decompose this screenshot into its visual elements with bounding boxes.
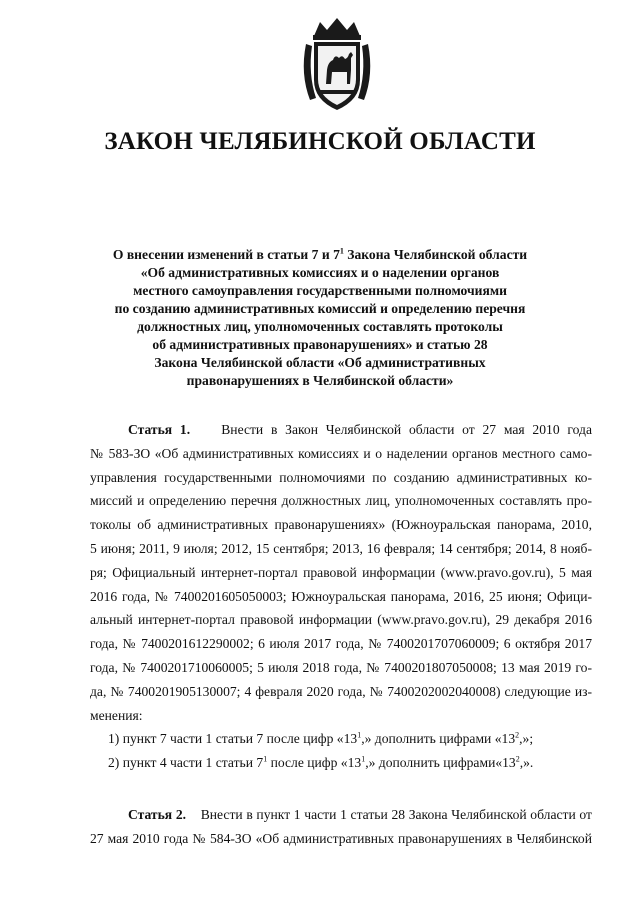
- coat-of-arms-icon: [296, 14, 378, 114]
- article-line: токолы об административных правонарушениях» (Южноуральская панорама, 2010,: [90, 517, 592, 533]
- subject-line: «Об административных комиссиях и о наделении органов: [140, 265, 500, 280]
- article-line: 27 мая 2010 года № 584-ЗО «Об административных правонарушениях в Челябинской: [90, 830, 592, 846]
- article-line: года, № 7400201612290002; 6 июля 2017 года, № 7400201707060009; 6 октября 2017: [90, 636, 592, 652]
- article-line: № 583-ЗО «Об административных комиссиях и о наделении органов местного само-: [90, 445, 592, 461]
- list-item-1: 1) пункт 7 части 1 статьи 7 после цифр «$13^1$,» дополнить цифрами «$13^2$,»;: [108, 730, 534, 747]
- article-line: менения:: [90, 707, 143, 723]
- article-line: Статья 2. Внести в пункт 1 части 1 статьи 28 Закона Челябинской области от: [128, 807, 592, 822]
- subject-line: Закона Челябинской области «Об административных: [154, 355, 486, 370]
- article-line: управления государственными полномочиями по созданию административных ко-: [90, 469, 592, 485]
- subject-line: правонарушениях в Челябинской области»: [186, 373, 454, 388]
- subject-line: должностных лиц, уполномоченных составлять протоколы: [137, 319, 503, 334]
- subject-line: об административных правонарушениях» и статью 28: [152, 337, 488, 352]
- article-label: Статья 2.: [128, 807, 187, 822]
- subject-line: местного самоуправления государственными полномочиями: [133, 283, 507, 298]
- law-title: ЗАКОН ЧЕЛЯБИНСКОЙ ОБЛАСТИ: [104, 128, 536, 155]
- article-line: Статья 1. Внести в Закон Челябинской области от 27 мая 2010 года: [128, 422, 592, 437]
- subject-line: О внесении изменений в статьи 7 и $7^1$ Закона Челябинской области: [112, 246, 528, 262]
- article-1: [90, 418, 592, 775]
- article-line: миссий и определению перечня должностных лиц, уполномоченных составлять про-: [90, 493, 592, 509]
- subject-line: по созданию административных комиссий и определению перечня: [114, 301, 526, 316]
- article-2: [90, 803, 592, 851]
- article-line: альный интернет-портал правовой информации (www.pravo.gov.ru), 29 декабря 2016: [90, 612, 592, 628]
- list-item-2: 2) пункт 4 части 1 статьи $7^1$ после цифр «$13^1$,» дополнить $цифрами«13^2$,».: [108, 754, 534, 771]
- law-subject: [0, 246, 640, 390]
- article-line: ря; Официальный интернет-портал правовой информации (www.pravo.gov.ru), 5 мая: [90, 564, 592, 580]
- article-line: да, № 7400201905130007; 4 февраля 2020 года, № 7400202002040008) следующие из-: [90, 683, 592, 699]
- article-line: 5 июня; 2011, 9 июля; 2012, 15 сентября; 2013, 16 февраля; 14 сентября; 2014, 8 нояб-: [90, 540, 592, 556]
- article-line: года, № 7400201710060005; 5 июля 2018 года, № 7400201807050008; 13 мая 2019 го-: [90, 659, 592, 675]
- article-line: 2016 года, № 7400201605050003; Южноуральская панорама, 2016, 25 июня; Офици-: [90, 588, 592, 604]
- article-label: Статья 1.: [128, 422, 191, 437]
